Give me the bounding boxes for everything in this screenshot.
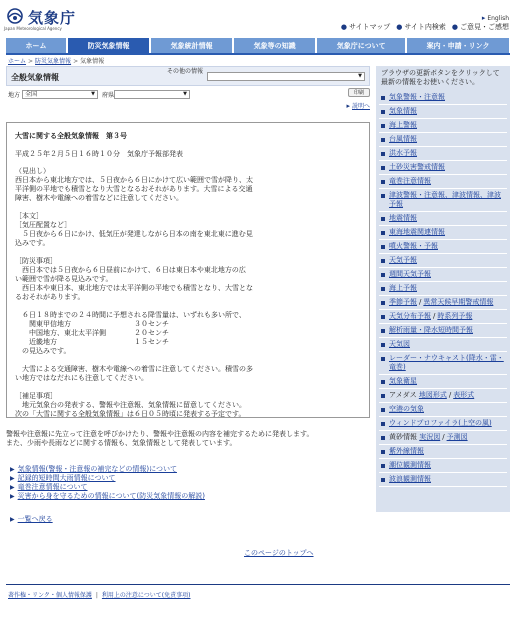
related-links: [10, 465, 205, 501]
sidebar-item[interactable]: [379, 338, 507, 352]
site-search-link[interactable]: [396, 22, 446, 32]
sidebar-item-label[interactable]: 異常天候早期警戒情報: [423, 298, 494, 306]
bulletin-issued: 平成２５年２月５日１６時１０分 気象庁予報部発表: [15, 150, 183, 158]
triangle-right-icon: ▶: [10, 516, 15, 523]
back-to-list-label: 一覧へ戻る: [17, 515, 53, 523]
sidebar-item-content: [389, 270, 431, 279]
related-link-item[interactable]: [10, 474, 205, 483]
sidebar-item[interactable]: [379, 282, 507, 296]
nav-tab-guide[interactable]: 案内・申請・リンク: [407, 38, 510, 53]
bulletin-box: [6, 122, 370, 418]
square-bullet-icon: [381, 273, 385, 277]
sidebar-item[interactable]: [379, 226, 507, 240]
sidebar-item-label[interactable]: レーダー・ナウキャスト(降水・雷・竜巻): [389, 354, 504, 371]
sidebar-item-content: [389, 447, 424, 456]
feedback-link[interactable]: [452, 22, 509, 32]
sidebar-item-label[interactable]: 空港の気象: [389, 405, 424, 413]
sidebar-item-content: [389, 149, 417, 158]
arrow-right-icon: ●: [340, 23, 348, 31]
sidebar-item-content: [389, 298, 493, 307]
sidebar-item-label[interactable]: 季節予報: [389, 298, 417, 306]
footer-separator: |: [95, 592, 98, 599]
square-bullet-icon: [381, 464, 385, 468]
square-bullet-icon: [381, 110, 385, 114]
footer-links: [8, 590, 190, 599]
sidebar-item[interactable]: [379, 161, 507, 175]
bulletin-title: 大雪に関する全般気象情報 第３号: [15, 132, 127, 140]
sidebar-item-label[interactable]: 天気予報: [389, 256, 417, 264]
footer-divider: [6, 584, 510, 585]
sidebar-item-content: [389, 354, 505, 372]
page-top-label: このページのトップへ: [244, 549, 314, 557]
sidebar-item-content: [389, 461, 431, 470]
sidebar-item-label[interactable]: 台風情報: [389, 135, 417, 143]
sidebar-item[interactable]: [379, 147, 507, 161]
english-link[interactable]: [482, 14, 509, 22]
sidebar-item[interactable]: [379, 431, 507, 445]
square-bullet-icon: [381, 478, 385, 482]
triangle-right-icon: ▶: [10, 466, 15, 473]
sidebar-item-content: [389, 475, 431, 484]
nav-tab-disaster-info[interactable]: 防災気象情報: [68, 38, 150, 53]
footer-link-disclaimer[interactable]: 利用上の注意について(免責事項): [101, 592, 191, 599]
site-header: [0, 0, 517, 36]
breadcrumb-current: 気象情報: [80, 58, 105, 65]
info-header-box: [6, 66, 370, 86]
sidebar-item-label[interactable]: 洪水予報: [389, 149, 417, 157]
sidebar-item[interactable]: [379, 189, 507, 212]
sidebar-item[interactable]: [379, 240, 507, 254]
square-bullet-icon: [381, 124, 385, 128]
sidebar-item-label[interactable]: 竜巻注意情報: [389, 177, 431, 185]
agency-name: 気象庁: [28, 9, 77, 27]
sidebar-item-content: [389, 177, 431, 186]
nav-tab-statistics[interactable]: 気象統計情報: [151, 38, 233, 53]
sidebar-item[interactable]: [379, 119, 507, 133]
info-description: 警報や注意報に先立って注意を呼びかけたり、警報や注意報の内容を補完するために発表します。 また、少雨や長雨などに関する情報も、気象情報として発表しています。: [6, 430, 314, 447]
agency-name-en: Japan Meteorological Agency: [4, 26, 62, 31]
arrow-right-icon: ●: [451, 23, 458, 31]
sidebar-item-content: [389, 419, 492, 428]
square-bullet-icon: [381, 408, 385, 412]
sidebar-item-content: [389, 391, 474, 400]
triangle-right-icon: ▶: [10, 475, 15, 482]
sidebar-item-content: [389, 377, 417, 386]
sidebar-item-separator: /: [442, 433, 445, 441]
breadcrumb-separator: >: [73, 58, 79, 65]
sidebar-item-label[interactable]: 気象警報・注意報: [389, 93, 445, 101]
feedback-label: ご意見・ご感想: [460, 23, 509, 31]
sidebar-item-content: [389, 242, 438, 251]
related-link-label: 災害から身を守るための情報について(防災気象情報の解説): [17, 492, 205, 500]
square-bullet-icon: [381, 422, 385, 426]
sidebar-item-content: [389, 340, 410, 349]
sitemap-label: サイトマップ: [349, 23, 391, 31]
sidebar-item-content: [389, 214, 417, 223]
square-bullet-icon: [381, 301, 385, 305]
square-bullet-icon: [381, 96, 385, 100]
bulletin-body: （見出し） 西日本から東北地方では、５日夜から６日にかけて広い範囲で雪が降り、太 平洋側の平地でも積雪となり大雪となるおそれがあります。大雪による交通 障害、樹木や電線への着雪などに注意してください。 ［本文］ ［気圧配置など］ ５日夜から６日にかけ、低気圧が発達しながら日本の南を東北東に進む見 込みです。 ［防災事項］ 西日本では５日夜から６日昼前にかけて、６日は東日本や東北地方の広 い範囲で雪が降る見込みです。 西日本や東日本、東北地方では太平洋側の平地でも積雪となり、大雪とな るおそれがあります。 ６日１８時までの２４時間に予想される降雪量は、いずれも多い所で、 関東甲信地方 ３０センチ 中国地方、東北太平洋側 ２０センチ 近畿地方 １５センチ の見込みです。 大雪による交通障害、樹木や電線への着雪に注意してください。積雪の多 い地方ではなだれにも注意してください。 ［補足事項］ 地元気象台の発表する、警報や注意報、気象情報に留意してください。 次の「大雪に関する全般気象情報」は６日０５時頃に発表する予定です。: [15, 167, 253, 418]
sidebar-item[interactable]: [379, 403, 507, 417]
sidebar-item[interactable]: [379, 296, 507, 310]
sidebar-item[interactable]: [379, 389, 507, 403]
arrow-right-icon: ▸: [481, 14, 486, 22]
triangle-right-icon: ▶: [10, 493, 15, 500]
nav-tab-home[interactable]: ホーム: [6, 38, 67, 53]
sidebar-item-content: [389, 256, 417, 265]
chevron-down-icon: ▼: [91, 91, 95, 97]
sidebar-item[interactable]: [379, 445, 507, 459]
page-top-link[interactable]: [244, 548, 314, 558]
sidebar-item-label[interactable]: 海上警報: [389, 121, 417, 129]
sidebar-item-label[interactable]: 週間天気予報: [389, 270, 431, 278]
related-link-label: 竜巻注意情報について: [17, 483, 88, 491]
square-bullet-icon: [381, 436, 385, 440]
sidebar-item-label[interactable]: 表形式: [453, 391, 475, 399]
sidebar-note: ブラウザの更新ボタンをクリックして最新の情報をお使いください。: [381, 69, 500, 86]
utility-links: [341, 22, 509, 32]
prefecture-label: 府県: [102, 92, 115, 99]
sidebar-item[interactable]: [379, 105, 507, 119]
sidebar-item-label[interactable]: 土砂災害警戒情報: [389, 163, 445, 171]
sidebar-item[interactable]: [379, 324, 507, 338]
sidebar-item[interactable]: [379, 473, 507, 487]
jma-logo[interactable]: [4, 6, 124, 32]
sidebar-item-separator: /: [433, 312, 436, 320]
arrow-right-icon: ▸: [346, 102, 351, 110]
square-bullet-icon: [381, 259, 385, 263]
breadcrumb-home[interactable]: ホーム: [8, 58, 27, 65]
print-button[interactable]: 印刷: [348, 88, 370, 97]
sidebar-item-label[interactable]: 時系列予報: [437, 312, 473, 320]
footer-link-copyright[interactable]: 著作権・リンク・個人情報保護: [8, 592, 92, 599]
sidebar-item-prefix: 黄砂情報: [389, 433, 417, 441]
other-info-select[interactable]: [207, 72, 365, 81]
area-label: 地方: [8, 92, 21, 99]
square-bullet-icon: [381, 152, 385, 156]
chevron-down-icon: ▼: [358, 73, 362, 79]
sidebar-item-content: [389, 405, 424, 414]
sidebar-item[interactable]: [379, 212, 507, 226]
sidebar-item-label[interactable]: 紫外線情報: [389, 447, 424, 455]
sidebar-item-content: [389, 228, 445, 237]
sidebar-item-prefix: アメダス: [389, 391, 417, 399]
sidebar-item-content: [389, 312, 472, 321]
back-to-list-link[interactable]: [10, 514, 53, 524]
square-bullet-icon: [381, 315, 385, 319]
sidebar-item[interactable]: [379, 310, 507, 324]
arrow-right-icon: ●: [396, 23, 403, 31]
sidebar-item-content: [389, 284, 417, 293]
related-link-item[interactable]: [10, 483, 205, 492]
nav-tab-knowledge[interactable]: 気象等の知識: [234, 38, 316, 53]
sidebar-item[interactable]: [379, 133, 507, 147]
sidebar-item-content: [389, 191, 505, 209]
related-link-label: 気象情報(警報・注意報の補完などの情報)について: [17, 465, 177, 473]
sidebar-item-label[interactable]: 気象情報: [389, 107, 417, 115]
sidebar-item-content: [389, 135, 417, 144]
area-select[interactable]: [22, 90, 98, 99]
square-bullet-icon: [381, 180, 385, 184]
sidebar-item-label[interactable]: 津波警報・注意報、津波情報、津波予報: [389, 191, 501, 208]
nav-divider: [6, 53, 510, 55]
sidebar-item-label[interactable]: 天気図: [389, 340, 410, 348]
sidebar-item-label[interactable]: 地図形式: [418, 391, 447, 399]
chevron-down-icon: ▼: [183, 91, 187, 97]
square-bullet-icon: [381, 380, 385, 384]
sidebar-item[interactable]: [379, 175, 507, 189]
sidebar-item-content: [389, 121, 417, 130]
filter-row: [6, 88, 370, 100]
square-bullet-icon: [381, 343, 385, 347]
sidebar-item-label[interactable]: 実況図: [419, 433, 441, 441]
sidebar-item[interactable]: [379, 268, 507, 282]
english-link-label: English: [487, 15, 509, 22]
square-bullet-icon: [381, 394, 385, 398]
square-bullet-icon: [381, 450, 385, 454]
sidebar-item[interactable]: [379, 352, 507, 375]
area-value: 全国: [25, 91, 38, 98]
sidebar-item[interactable]: [379, 417, 507, 431]
sidebar-item-label[interactable]: 海上予報: [389, 284, 417, 292]
sitemap-link[interactable]: [341, 22, 390, 32]
square-bullet-icon: [381, 138, 385, 142]
related-link-label: 記録的短時間大雨情報について: [17, 474, 116, 482]
sidebar-item-label[interactable]: 天気分布予報: [389, 312, 431, 320]
square-bullet-icon: [381, 357, 385, 361]
sidebar-item-label[interactable]: 波浪観測情報: [389, 475, 431, 483]
sidebar-item-label[interactable]: 潮位観測情報: [389, 461, 431, 469]
sidebar-item-label[interactable]: 予測図: [446, 433, 468, 441]
sidebar-item-content: [389, 326, 473, 335]
breadcrumb-separator: >: [28, 58, 34, 65]
square-bullet-icon: [381, 287, 385, 291]
sidebar-item[interactable]: [379, 459, 507, 473]
explanation-link[interactable]: [347, 101, 370, 110]
other-info-label: その他の情報: [167, 68, 204, 75]
sidebar-item[interactable]: [379, 91, 507, 105]
sidebar-item-label[interactable]: 噴火警報・予報: [389, 242, 438, 250]
square-bullet-icon: [381, 231, 385, 235]
global-nav: [6, 38, 510, 53]
sidebar-item-content: [389, 107, 417, 116]
sidebar-item-separator: /: [448, 391, 452, 399]
sidebar-item-label[interactable]: 気象衛星: [389, 377, 417, 385]
sidebar-item-content: [389, 93, 445, 102]
related-link-item[interactable]: [10, 492, 205, 501]
explanation-label: 説明へ: [351, 103, 370, 110]
jma-logo-icon: [6, 8, 24, 24]
breadcrumb-disaster-info[interactable]: 防災気象情報: [35, 58, 72, 65]
sidebar-item[interactable]: [379, 254, 507, 268]
sidebar-item-label[interactable]: 東海地震関連情報: [389, 228, 445, 236]
nav-tab-about[interactable]: 気象庁について: [317, 38, 406, 53]
square-bullet-icon: [381, 166, 385, 170]
square-bullet-icon: [381, 194, 385, 198]
square-bullet-icon: [381, 245, 385, 249]
square-bullet-icon: [381, 329, 385, 333]
sidebar-item-content: [389, 163, 445, 172]
prefecture-select[interactable]: [114, 90, 190, 99]
sidebar-list: [379, 91, 507, 487]
sidebar-item-separator: /: [419, 298, 422, 306]
sidebar-item[interactable]: [379, 375, 507, 389]
square-bullet-icon: [381, 217, 385, 221]
sidebar-item-label[interactable]: ウィンドプロファイラ(上空の風): [389, 419, 492, 427]
site-search-label: サイト内検索: [404, 23, 446, 31]
sidebar-item-label[interactable]: 地震情報: [389, 214, 417, 222]
sidebar-item-label[interactable]: 解析雨量・降水短時間予報: [389, 326, 473, 334]
triangle-right-icon: ▶: [10, 484, 15, 491]
sidebar-item-content: [389, 433, 468, 442]
page-title: 全般気象情報: [11, 73, 59, 82]
related-link-item[interactable]: [10, 465, 205, 474]
breadcrumb: [8, 56, 104, 65]
sidebar: [376, 66, 510, 512]
